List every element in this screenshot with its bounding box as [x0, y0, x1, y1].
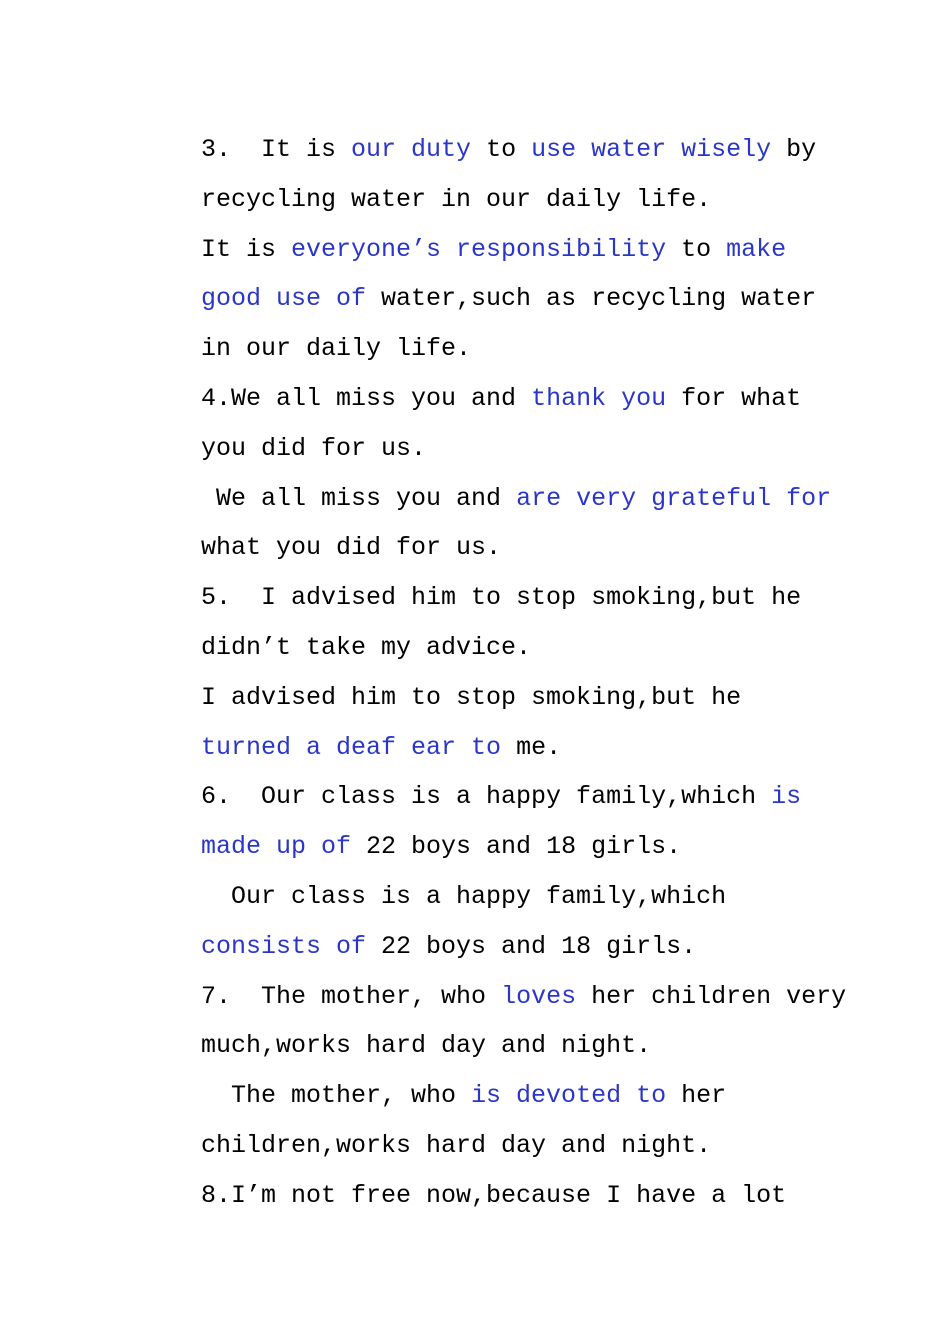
- text-segment: 6. Our class is a happy family,which: [201, 782, 772, 812]
- text-segment: It is: [201, 234, 292, 264]
- text-line: [201, 822, 841, 872]
- text-segment: in our daily life.: [201, 334, 472, 364]
- highlighted-phrase: use water wisely: [531, 135, 772, 164]
- text-segment: 3. It is: [201, 135, 352, 164]
- text-line: [201, 623, 841, 673]
- text-segment: by: [771, 135, 817, 164]
- document-body: [201, 125, 847, 1221]
- text-line: [201, 324, 841, 374]
- text-line: [201, 723, 841, 773]
- highlighted-phrase: everyone’s responsibility: [291, 234, 667, 264]
- text-segment: to: [666, 234, 727, 264]
- text-segment: We all miss you and: [201, 483, 517, 513]
- highlighted-phrase: make: [726, 234, 787, 264]
- text-segment: 7. The mother, who: [201, 981, 502, 1011]
- text-line: [201, 424, 841, 474]
- text-segment: what you did for us.: [201, 533, 502, 563]
- text-line: [201, 922, 841, 972]
- highlighted-phrase: is devoted to: [471, 1081, 667, 1111]
- text-segment: her: [666, 1081, 727, 1111]
- highlighted-phrase: loves: [501, 981, 577, 1011]
- text-segment: for what: [666, 383, 802, 413]
- text-line: [201, 1171, 841, 1221]
- text-line: [201, 673, 841, 723]
- text-line: [201, 573, 841, 623]
- text-segment: 5. I advised him to stop smoking,but he: [201, 583, 802, 613]
- text-segment: you did for us.: [201, 433, 427, 463]
- text-segment: 22 boys and 18 girls.: [351, 832, 682, 862]
- text-line: [201, 1121, 841, 1171]
- text-line: [201, 175, 841, 225]
- text-line: [201, 523, 841, 573]
- text-segment: Our class is a happy family,which: [201, 881, 727, 911]
- text-segment: her children very: [576, 981, 847, 1011]
- highlighted-phrase: made up of: [201, 832, 352, 862]
- text-segment: 4.We all miss you and: [201, 383, 532, 413]
- text-segment: 8.I’m not free now,because I have a lot: [201, 1180, 787, 1210]
- text-segment: me.: [501, 732, 562, 762]
- text-line: [201, 772, 841, 822]
- text-line: [201, 1071, 841, 1121]
- text-segment: 22 boys and 18 girls.: [366, 931, 697, 961]
- highlighted-phrase: good use of: [201, 284, 367, 314]
- text-segment: didn’t take my advice.: [201, 632, 532, 662]
- text-line: [201, 972, 847, 1022]
- highlighted-phrase: thank you: [531, 383, 667, 413]
- text-segment: I advised him to stop smoking,but he: [201, 682, 742, 712]
- text-line: [201, 225, 841, 275]
- highlighted-phrase: consists of: [201, 931, 367, 961]
- text-line: [201, 1021, 841, 1071]
- text-segment: water,such as recycling water: [366, 284, 817, 314]
- highlighted-phrase: are very grateful for: [516, 483, 832, 513]
- text-segment: much,works hard day and night.: [201, 1031, 652, 1061]
- text-segment: children,works hard day and night.: [201, 1130, 712, 1160]
- text-line: [201, 274, 841, 324]
- text-segment: The mother, who: [201, 1081, 472, 1111]
- highlighted-phrase: our duty: [351, 135, 472, 164]
- text-line: [201, 474, 841, 524]
- text-line: [201, 125, 841, 175]
- text-line: [201, 872, 841, 922]
- text-segment: recycling water in our daily life.: [201, 184, 712, 214]
- highlighted-phrase: turned a deaf ear to: [201, 732, 502, 762]
- text-line: [201, 374, 841, 424]
- text-segment: to: [471, 135, 532, 164]
- highlighted-phrase: is: [771, 782, 802, 812]
